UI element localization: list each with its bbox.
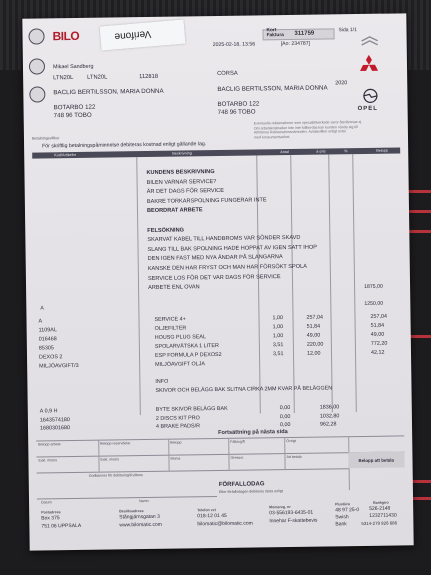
row-qty: 3,51 — [272, 351, 284, 358]
note-line: SERVICE LOS FÖR DET VAR DAGS FÖR SERVICE — [147, 273, 281, 282]
row-amount: 1032,80 — [319, 412, 340, 420]
due-date-note: Efter förfallodagen debiteras ränta enligt — [218, 489, 283, 495]
label-work-amount: Belopp arbete — [38, 442, 61, 447]
note-line: KUNDENS BESKRIVNING — [146, 169, 215, 176]
faktura-label: Faktura — [266, 33, 284, 39]
row-description: HOUSG PLUG SEAL — [154, 334, 207, 341]
service-group-amount: 1250,00 — [364, 300, 384, 307]
row-amount: 42,12 — [370, 349, 385, 356]
customer-name-left: BACLIG BERTILSSON, MARIA DONNA — [53, 87, 164, 97]
label-rounding: Öresavr. — [230, 455, 245, 460]
row-description: SERVICE 4+ — [154, 316, 186, 323]
mitsubishi-logo — [359, 54, 379, 72]
page-indicator: Sida 1/1 — [338, 27, 357, 34]
col-code: Kod/Artikelnr — [54, 152, 76, 158]
row-code: MILJÖAVGIFT/3 — [39, 362, 79, 370]
swish-number: 1232711430 — [369, 512, 397, 519]
row-price: 220,00 — [306, 341, 324, 348]
row-description: ESP FORMULA P DEXOS2 — [154, 351, 222, 359]
label-excl-vat-2: Exkl. moms — [100, 457, 120, 462]
customer-street-right: BOTARBO 122 — [217, 100, 260, 108]
row-description: 2 DISCS KIT PRO — [155, 414, 200, 422]
payment-reminder-notice: För skriftlig betalningspåminnelse debiteras kostnad enligt gällande lag. — [42, 141, 207, 150]
note-line: ÄR DET DAGS FÖR SERVICE — [146, 188, 224, 196]
row-code: A — [38, 318, 43, 325]
row-amount: 257,04 — [370, 313, 388, 320]
row-code: 1643574180 — [39, 416, 70, 423]
col-percent: % — [344, 149, 348, 154]
vehicle-mileage: 112818 — [139, 73, 159, 81]
label-field-fee: Fältavgift — [230, 439, 245, 444]
customer-street: BOTARBO 122 — [53, 103, 96, 112]
column-divider — [352, 154, 356, 412]
row-amount: 772,20 — [370, 340, 388, 347]
swish-label: Swish — [335, 514, 349, 521]
bankgiro-label: Bankgiro — [373, 500, 389, 505]
citroen-logo — [359, 34, 381, 48]
work-order-number: [Ao: 234787] — [280, 40, 311, 48]
column-divider — [328, 154, 332, 412]
info-text: SKIVOR OCH BELÄGG BAK SLITNA CIRKA 2MM KVAR PÅ BELÄGGEN — [155, 385, 333, 394]
invoice-number: 311759 — [294, 30, 315, 37]
row-description: OLJEFILTER — [154, 325, 187, 332]
row-description: BYTE SKIVOR BELÄGG BAK — [155, 405, 228, 413]
note-line: ARBETE ENL OVAN — [148, 284, 200, 292]
info-label: INFO — [155, 378, 169, 385]
vehicle-model: CORSA — [217, 70, 238, 77]
name-label: Namn — [139, 498, 149, 504]
date-label: Datum — [41, 500, 52, 505]
postal-address-label: Postadress — [41, 510, 61, 515]
vehicle-year: 2020 — [335, 80, 348, 87]
note-line: BEORDRAT ARBETE — [146, 207, 203, 215]
row-code: 1109AL — [38, 327, 57, 334]
label-other: Övrigt — [286, 438, 296, 444]
row-amount: 51,84 — [370, 322, 385, 329]
plusgiro-label: PlusGiro — [335, 502, 351, 507]
row-qty: 1,00 — [272, 333, 284, 340]
row-code: 1680301680 — [39, 425, 71, 432]
row-price: 257,04 — [306, 314, 324, 321]
col-amount: Belopp — [376, 148, 389, 153]
row-discount: 0,00 — [279, 422, 291, 429]
note-line: SLANG TILL BAK SPOLNING HADE HOPPAT AV IGEN SATT IHOP — [147, 244, 317, 253]
row-qty: 1,00 — [272, 324, 284, 331]
row-qty: 1,00 — [272, 315, 284, 322]
bank-account-number: 5314-279 926 686 — [361, 520, 398, 527]
customer-zip-city-right: 748 96 TOBO — [217, 108, 256, 116]
due-date-label: FÖRFALLODAG — [218, 481, 265, 489]
note-line: BILEN VARNAR SERVICE? — [146, 178, 217, 186]
label-to-pay: Att betala — [286, 454, 302, 460]
row-amount: 962,28 — [319, 421, 337, 428]
payment-terms-label: Betalningsvillkor — [31, 136, 60, 141]
badge-logo-icon — [28, 28, 44, 44]
invoice-datetime: 2025-02-18, 13:56 — [212, 41, 256, 49]
bankgiro-number: 526-2148 — [369, 505, 391, 512]
bank-label: Bank — [335, 521, 347, 528]
row-discount: 0,00 — [279, 413, 291, 420]
label-vat: Moms — [170, 456, 181, 461]
col-description: Beskrivning — [172, 151, 192, 156]
bilomatic-logo: BILO — [52, 28, 80, 44]
complaint-notice: Eventuella reklamationer som specialtillverkade varor återlämnas ej Om arbetskostnaden inte inte fullbordas kan kunden vända sig till Allmänna Reklamationsnämnden. Avtalsvillkor enligt avtal med konsumentverket. — [253, 119, 362, 140]
note-line: BAKRE TORKARSPOLNING FUNGERAR INTE — [146, 197, 267, 205]
column-divider — [136, 157, 140, 415]
totals-bottom-border — [37, 468, 349, 473]
vehicle-reg-secondary: LTN20L — [87, 74, 108, 81]
row-amount: 1836,00 — [319, 404, 340, 411]
felsokning-amount: 1875,00 — [364, 283, 383, 290]
postal-address-line2: 751 06 UPPSALA — [41, 522, 82, 530]
opel-logo — [357, 88, 383, 106]
row-price: 12,00 — [306, 350, 321, 357]
row-amount: 49,00 — [370, 331, 385, 338]
row-description: MILJÖAVGIFT OLJA — [155, 361, 206, 368]
phone-number: 018-12 01 45 — [197, 512, 227, 520]
signature-line — [37, 496, 217, 499]
work-notes — [146, 167, 317, 294]
row-code: 85305 — [38, 345, 54, 352]
label-amount-due: Belopp att betala — [358, 457, 394, 464]
f-tax-note: Innehar F-skattebevis — [269, 517, 318, 525]
note-line: DEN IGEN FAST MED NYA ÄNDAR PÅ SLANGARNA — [147, 254, 283, 263]
row-description: SPOLARVÄTSKA 1 LITER — [154, 342, 219, 350]
website: www.bilomatic.com — [119, 521, 162, 529]
label-excl-vat: Exkl. moms — [38, 458, 58, 463]
badge-logo-icon — [29, 58, 45, 74]
customer-name-right: BACLIG BERTILSSON, MARIA DONNA — [217, 84, 328, 93]
plusgiro-number: 48 97 25-0 — [335, 507, 360, 514]
row-description: 4 BRAKE PADS/R — [155, 423, 201, 430]
label-parts-amount: Belopp reservdelar — [100, 441, 131, 446]
vat-reg-number: 03-556193-6435-01 — [269, 509, 314, 517]
verifone-label: Verifone — [114, 27, 152, 42]
invoice-document — [22, 13, 413, 550]
kort-label: Kort — [266, 28, 277, 34]
row-price: 49,00 — [306, 332, 321, 339]
visit-address-label: Besöksadress — [119, 509, 144, 514]
continued-next-page: Fortsättning på nästa sida — [218, 429, 288, 437]
signature-label: Godkännes för debitering/Kvittens — [88, 473, 143, 478]
col-price: á-pris — [316, 149, 326, 154]
phone-label: Telefon vxl — [197, 508, 216, 513]
badge-logo-icon — [29, 86, 45, 102]
row-code: A 0,9 H — [39, 408, 58, 415]
vehicle-reg: LTN20L — [53, 75, 74, 82]
note-line: SKARVAT KABEL TILL HANDBROMS VAR SÖNDER SKAVD — [147, 235, 301, 244]
note-line: FELSÖKNING — [147, 227, 184, 234]
parts-list — [26, 313, 410, 370]
row-price: 51,84 — [306, 323, 321, 330]
email-address: bilomatic@bilomatic.com — [197, 520, 253, 528]
brake-rows — [28, 403, 412, 432]
row-code: DEXOS 2 — [38, 354, 63, 361]
row-discount: 0,00 — [279, 405, 291, 412]
visit-address-line1: Stångjärnsgatan 3 — [119, 513, 160, 521]
col-qty: Antal — [280, 149, 289, 155]
customer-zip-city: 748 96 TOBO — [53, 111, 92, 120]
contact-name: Mikael Sandberg — [52, 63, 94, 71]
opel-wordmark: OPEL — [357, 105, 378, 113]
vat-reg-label: Momsreg. nr — [269, 505, 291, 510]
service-group-code: A — [40, 305, 44, 312]
label-amount: Belopp — [170, 440, 182, 445]
row-qty: 3,51 — [272, 342, 284, 349]
verifone-receipt-strip — [100, 20, 186, 51]
row-code: 016468 — [38, 336, 57, 343]
postal-address-line1: Box 375 — [41, 515, 60, 522]
note-line: KANSKE DEN HAR FRYST OCH MAN HAR FÖRSÖKT SPOLA — [147, 263, 307, 272]
